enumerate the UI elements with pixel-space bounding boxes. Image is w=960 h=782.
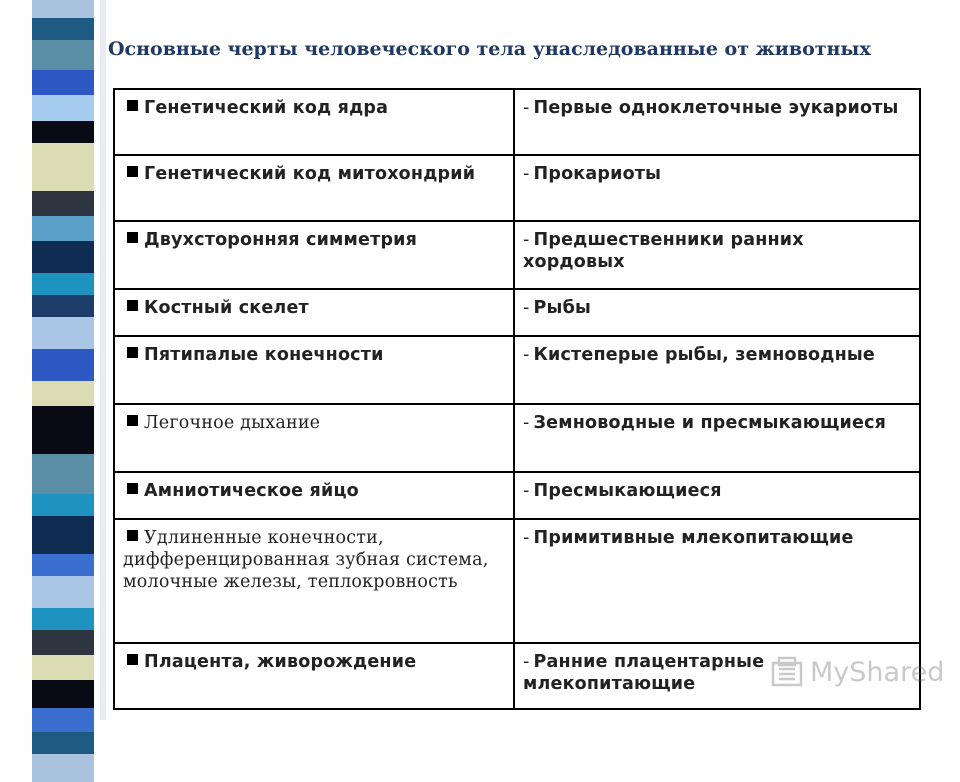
stripe-segment (32, 655, 94, 680)
stripe-segment (32, 241, 94, 273)
stripe-segment (32, 732, 94, 754)
dash-marker: - (523, 652, 530, 672)
origin-cell (514, 519, 920, 643)
dash-marker: - (523, 528, 530, 548)
stripe-segment (32, 40, 94, 70)
trait-cell (114, 643, 514, 709)
trait-text: Легочное дыхание (144, 413, 321, 433)
stripe-segment (32, 143, 94, 191)
origin-text: Рыбы (533, 298, 592, 318)
stripe-segment (32, 454, 94, 494)
trait-text: Пятипалые конечности (144, 345, 384, 365)
table-row (114, 404, 920, 472)
origin-text: Прокариоты (533, 164, 662, 184)
origin-text: Первые одноклеточные эукариоты (533, 98, 899, 118)
stripe-segment (32, 754, 94, 782)
stripe-segment (32, 317, 94, 349)
origin-cell (514, 472, 920, 519)
trait-text: Амниотическое яйцо (144, 481, 359, 501)
table-row (114, 336, 920, 404)
dash-marker: - (523, 230, 530, 250)
dash-marker: - (523, 413, 530, 433)
stripe-segment (32, 95, 94, 121)
origin-cell (514, 221, 920, 289)
table-row (114, 472, 920, 519)
traits-table (113, 88, 921, 710)
dash-marker: - (523, 345, 530, 365)
trait-text: Двухсторонняя симметрия (144, 230, 418, 250)
origin-text: Кистеперые рыбы, земноводные (533, 345, 875, 365)
origin-cell (514, 404, 920, 472)
dash-marker: - (523, 164, 530, 184)
stripe-segment (32, 576, 94, 608)
origin-text: Пресмыкающиеся (533, 481, 722, 501)
trait-text: Костный скелет (144, 298, 309, 318)
slide-title: Основные черты человеческого тела унаследованные от животных (108, 38, 871, 60)
square-bullet-icon (127, 415, 138, 426)
trait-cell (114, 221, 514, 289)
table-row (114, 89, 920, 155)
stripe-segment (32, 70, 94, 95)
stripe-segment (32, 708, 94, 732)
origin-cell (514, 155, 920, 221)
trait-cell (114, 155, 514, 221)
trait-cell (114, 289, 514, 336)
trait-text: Генетический код ядра (144, 98, 389, 118)
square-bullet-icon (127, 347, 138, 358)
stripe-segment (32, 406, 94, 454)
table-row (114, 221, 920, 289)
origin-cell (514, 289, 920, 336)
stripe-segment (32, 349, 94, 381)
trait-text: Плацента, живорождение (144, 652, 417, 672)
trait-cell (114, 404, 514, 472)
stripe-divider (100, 0, 106, 720)
trait-cell (114, 519, 514, 643)
origin-text: Ранние плацентарные млекопитающие (523, 652, 765, 694)
stripe-segment (32, 494, 94, 516)
watermark (770, 652, 944, 692)
stripe-segment (32, 121, 94, 143)
square-bullet-icon (127, 530, 138, 541)
square-bullet-icon (127, 100, 138, 111)
stripe-segment (32, 680, 94, 708)
stripe-segment (32, 608, 94, 630)
origin-cell (514, 336, 920, 404)
origin-cell (514, 89, 920, 155)
trait-cell (114, 89, 514, 155)
square-bullet-icon (127, 300, 138, 311)
trait-text: Удлиненные конечности, дифференцированная зубная система, молочные железы, теплокровность (123, 528, 489, 592)
watermark-logo-icon (770, 655, 804, 689)
dash-marker: - (523, 298, 530, 318)
trait-cell (114, 336, 514, 404)
stripe-segment (32, 191, 94, 216)
trait-text: Генетический код митохондрий (144, 164, 476, 184)
stripe-segment (32, 630, 94, 655)
stripe-segment (32, 273, 94, 295)
stripe-segment (32, 18, 94, 40)
square-bullet-icon (127, 654, 138, 665)
dash-marker: - (523, 481, 530, 501)
origin-text: Земноводные и пресмыкающиеся (533, 413, 887, 433)
watermark-text: MyShared (810, 656, 945, 688)
trait-cell (114, 472, 514, 519)
table-row (114, 289, 920, 336)
table-row (114, 519, 920, 643)
origin-text: Предшественники ранних хордовых (523, 230, 804, 272)
square-bullet-icon (127, 166, 138, 177)
square-bullet-icon (127, 232, 138, 243)
stripe-segment (32, 295, 94, 317)
origin-text: Примитивные млекопитающие (533, 528, 854, 548)
decorative-stripe-bar (32, 0, 94, 720)
square-bullet-icon (127, 483, 138, 494)
stripe-segment (32, 0, 94, 18)
table-row (114, 155, 920, 221)
stripe-segment (32, 554, 94, 576)
stripe-segment (32, 216, 94, 241)
dash-marker: - (523, 98, 530, 118)
stripe-segment (32, 381, 94, 406)
stripe-segment (32, 516, 94, 554)
